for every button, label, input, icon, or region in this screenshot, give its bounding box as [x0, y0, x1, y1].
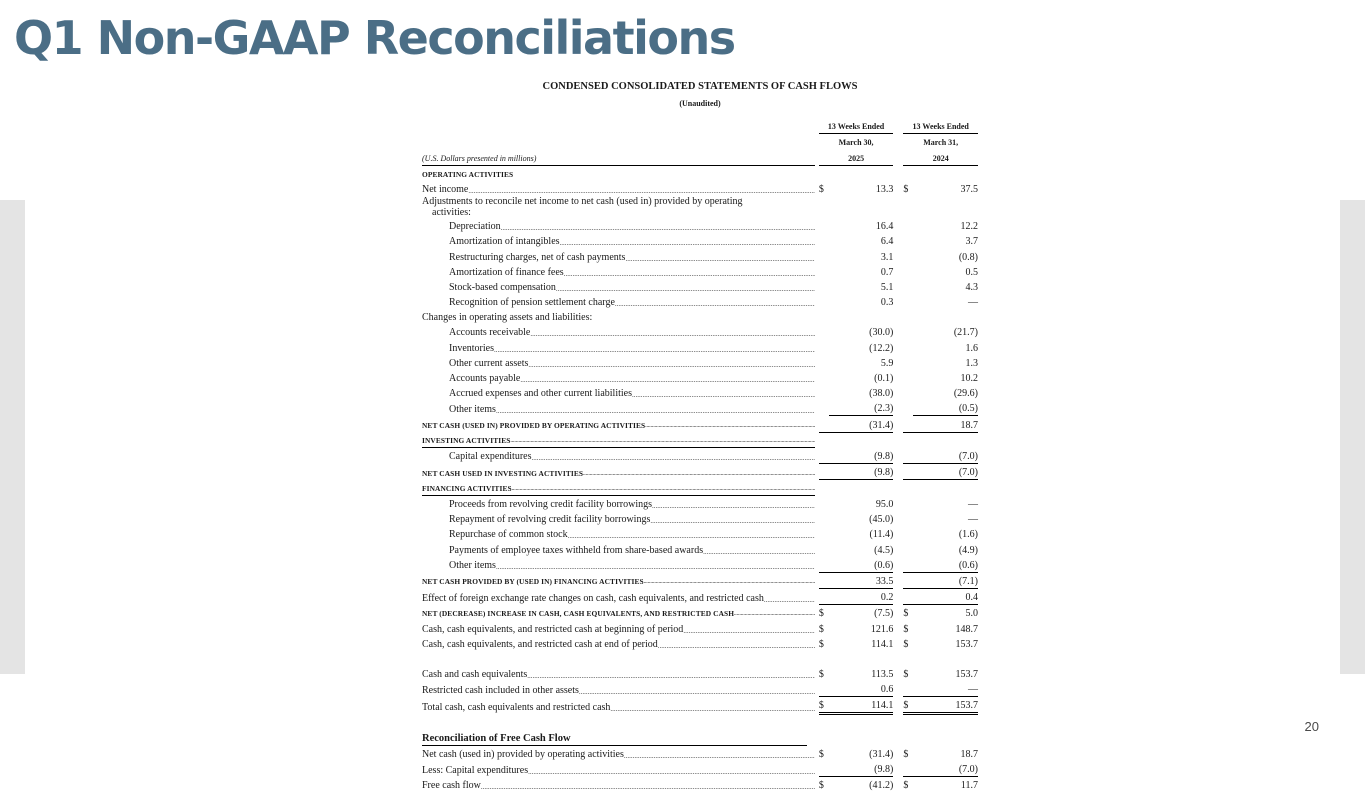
- section-header-investing: INVESTING ACTIVITIES .....: [422, 432, 978, 448]
- page-number: 20: [1304, 719, 1319, 734]
- row-fcf-header: Reconciliation of Free Cash Flow: [422, 731, 978, 746]
- row-cash-end: Cash, cash equivalents, and restricted cash at end of period ..... $ 114.1 $ 153.7: [422, 636, 978, 651]
- adj-row: Depreciation ..... 16.4 12.2: [422, 218, 978, 233]
- row-restricted-cash: Restricted cash included in other assets ..... 0.6 —: [422, 681, 978, 697]
- col1-year: 2025: [819, 149, 894, 165]
- cash-flow-table: [422, 118, 978, 792]
- financing-row: Other items ..... (0.6) (0.6): [422, 557, 978, 573]
- financing-row: Repayment of revolving credit facility borrowings ..... (45.0) —: [422, 511, 978, 526]
- adj-row: Amortization of finance fees ..... 0.7 0.5: [422, 264, 978, 279]
- statement-title: CONDENSED CONSOLIDATED STATEMENTS OF CASH FLOWS: [542, 81, 858, 92]
- column-header-row-3: [422, 149, 978, 165]
- adj-row: Restructuring charges, net of cash payments ..... 3.1 (0.8): [422, 248, 978, 263]
- section-header-financing: FINANCING ACTIVITIES .....: [422, 480, 978, 496]
- change-row: Accrued expenses and other current liabilities ..... (38.0) (29.6): [422, 385, 978, 400]
- col2-year: 2024: [903, 149, 978, 165]
- change-row: Accounts payable ..... (0.1) 10.2: [422, 370, 978, 385]
- adj-row: Stock-based compensation ..... 5.1 4.3: [422, 279, 978, 294]
- row-capital-expenditures: Capital expenditures ..... (9.8) (7.0): [422, 448, 978, 464]
- adj-row: Amortization of intangibles ..... 6.4 3.7: [422, 233, 978, 248]
- section-header-operating: OPERATING ACTIVITIES: [422, 169, 514, 179]
- row-adjustments-header: Adjustments to reconcile net income to net cash (used in) provided by operating activities:: [422, 195, 743, 218]
- col2-period: 13 Weeks Ended: [903, 118, 978, 134]
- units-note: (U.S. Dollars presented in millions): [422, 149, 815, 165]
- slide-title: Q1 Non-GAAP Reconciliations: [14, 11, 735, 65]
- row-cash-equivalents: Cash and cash equivalents ..... $ 113.5 $ 153.7: [422, 666, 978, 681]
- statement-subtitle: (Unaudited): [679, 99, 721, 108]
- row-net-investing: NET CASH USED IN INVESTING ACTIVITIES ..... (9.8) (7.0): [422, 463, 978, 479]
- row-cash-begin: Cash, cash equivalents, and restricted cash at beginning of period ..... $ 121.6 $ 148.7: [422, 620, 978, 635]
- cash-flow-statement: [422, 80, 978, 792]
- col1-period: 13 Weeks Ended: [819, 118, 894, 134]
- row-fcf-capex: Less: Capital expenditures ..... (9.8) (7.0): [422, 761, 978, 777]
- row-changes-header: Changes in operating assets and liabilities:: [422, 312, 593, 324]
- spacer-row: [422, 651, 978, 666]
- financing-row: Payments of employee taxes withheld from share-based awards ..... (4.5) (4.9): [422, 541, 978, 556]
- col1-date: March 30,: [838, 138, 874, 148]
- row-net-income: Net income ..... $ 13.3 $ 37.5: [422, 181, 978, 196]
- spacer-row: [422, 714, 978, 731]
- row-net-change: NET (DECREASE) INCREASE IN CASH, CASH EQUIVALENTS, AND RESTRICTED CASH ..... $ (7.5) $ 5.0: [422, 605, 978, 621]
- change-row: Other items ..... (2.3) (0.5): [422, 400, 978, 416]
- financing-row: Repurchase of common stock ..... (11.4) (1.6): [422, 526, 978, 541]
- left-side-band: [0, 200, 25, 674]
- change-row: Other current assets ..... 5.9 1.3: [422, 355, 978, 370]
- row-net-operating: NET CASH (USED IN) PROVIDED BY OPERATING ACTIVITIES ..... (31.4) 18.7: [422, 416, 978, 432]
- change-row: Accounts receivable ..... (30.0) (21.7): [422, 324, 978, 339]
- column-header-row-1: [422, 118, 978, 134]
- row-net-financing: NET CASH PROVIDED BY (USED IN) FINANCING ACTIVITIES ..... 33.5 (7.1): [422, 572, 978, 588]
- change-row: Inventories ..... (12.2) 1.6: [422, 339, 978, 354]
- column-header-row-2: [422, 134, 978, 150]
- col2-date: March 31,: [923, 138, 959, 148]
- right-side-band: [1340, 200, 1365, 674]
- row-free-cash-flow: Free cash flow ..... $ (41.2) $ 11.7: [422, 777, 978, 792]
- financing-row: Proceeds from revolving credit facility borrowings ..... 95.0 —: [422, 495, 978, 511]
- row-total-cash: Total cash, cash equivalents and restricted cash ..... $ 114.1 $ 153.7: [422, 697, 978, 714]
- adj-row: Recognition of pension settlement charge ..... 0.3 —: [422, 294, 978, 309]
- row-fcf-net-cash: Net cash (used in) provided by operating activities ..... $ (31.4) $ 18.7: [422, 746, 978, 761]
- row-fx-effect: Effect of foreign exchange rate changes on cash, cash equivalents, and restricted cash ..... 0.2 0.4: [422, 588, 978, 604]
